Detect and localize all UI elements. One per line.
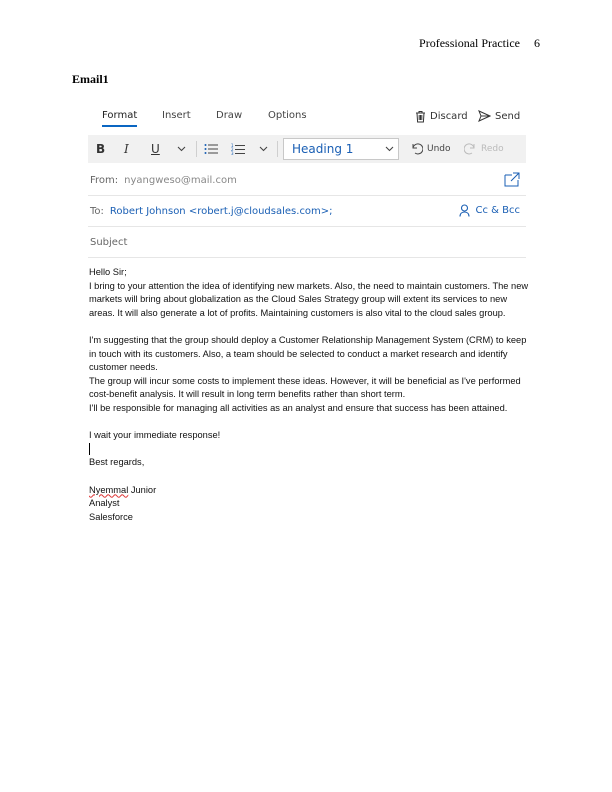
paragraph-3: The group will incur some costs to implement these ideas. However, it will be beneficial as I've performed cost-benefit analysis. It will result in long term benefits rather than short term. xyxy=(89,375,521,400)
svg-text:1: 1 xyxy=(231,142,234,148)
from-row xyxy=(88,165,526,196)
discard-label: Discard xyxy=(430,111,468,122)
to-row xyxy=(88,196,526,227)
blank-line xyxy=(89,320,529,334)
subject-input[interactable]: Subject xyxy=(90,236,128,248)
underline-button[interactable]: U xyxy=(151,142,160,156)
numbered-list-icon xyxy=(231,143,245,156)
cc-bcc-button[interactable]: Cc & Bcc xyxy=(475,205,520,216)
email-compose-screenshot xyxy=(88,104,526,258)
blank-line xyxy=(89,416,529,430)
signature-name xyxy=(89,484,529,498)
redo-icon xyxy=(464,143,477,155)
to-recipient[interactable]: Robert Johnson <robert.j@cloudsales.com>; xyxy=(109,205,333,217)
running-head-title: Professional Practice xyxy=(419,36,520,50)
to-label: To: xyxy=(90,205,104,217)
italic-button[interactable]: I xyxy=(124,142,129,156)
signature-title: Analyst xyxy=(89,498,120,509)
tab-draw[interactable]: Draw xyxy=(216,110,243,121)
undo-label: Undo xyxy=(427,144,451,154)
ribbon-tabs xyxy=(88,104,526,130)
list-options-button[interactable] xyxy=(259,135,268,163)
undo-button[interactable] xyxy=(410,135,451,163)
person-icon[interactable] xyxy=(459,204,470,217)
send-icon xyxy=(478,110,491,122)
blank-line xyxy=(89,470,529,484)
redo-button[interactable] xyxy=(464,135,504,163)
send-button[interactable] xyxy=(478,110,520,122)
trash-icon xyxy=(415,110,426,123)
popout-icon[interactable] xyxy=(504,172,520,187)
bullet-list-icon xyxy=(204,143,218,155)
paragraph-2: I'm suggesting that the group should deploy a Customer Relationship Management System (CRM) to keep in touch with its customers. Also, a team should be selected to conduct a market research and identify customer needs. xyxy=(89,334,527,373)
toolbar-divider xyxy=(196,141,197,157)
bullet-list-button[interactable] xyxy=(204,135,218,163)
section-heading: Email1 xyxy=(72,72,109,86)
tab-format[interactable]: Format xyxy=(102,110,138,121)
subject-row xyxy=(88,227,526,258)
svg-text:3: 3 xyxy=(231,150,234,156)
closing-line: I wait your immediate response! xyxy=(89,430,221,441)
discard-button[interactable] xyxy=(415,110,468,123)
from-address[interactable]: nyangweso@mail.com xyxy=(124,174,237,186)
signature-first-name: Nyemmal xyxy=(89,484,129,495)
paragraph-4: I'll be responsible for managing all activities as an analyst and ensure that success has been attained. xyxy=(89,402,508,413)
send-label: Send xyxy=(495,110,521,122)
paragraph-style-value: Heading 1 xyxy=(292,142,354,156)
page-number: 6 xyxy=(534,36,540,50)
paragraph-1: I bring to your attention the idea of identifying new markets. Also, the need to maintain customers. The new markets will bring about globalization as the Cloud Sales Strategy group will extent its services to new areas. It will also generate a lot of profits. Maintaining customers is also vital to the cloud sales group. xyxy=(89,280,529,318)
chevron-down-icon xyxy=(177,146,186,152)
greeting: Hello Sir; xyxy=(89,267,127,277)
text-cursor xyxy=(89,443,90,455)
paragraph-style-select[interactable] xyxy=(283,138,399,160)
undo-icon xyxy=(410,143,423,155)
running-head xyxy=(419,36,540,51)
email-body[interactable] xyxy=(89,266,529,524)
regards: Best regards, xyxy=(89,457,145,468)
from-label: From: xyxy=(90,174,119,186)
text-cursor-line xyxy=(89,443,529,457)
chevron-down-icon xyxy=(259,146,268,152)
toolbar-divider xyxy=(277,141,278,157)
tab-options[interactable]: Options xyxy=(268,110,307,121)
font-options-button[interactable] xyxy=(177,135,186,163)
redo-label: Redo xyxy=(481,144,504,154)
bold-button[interactable]: B xyxy=(96,142,106,156)
signature-last-name: Junior xyxy=(128,484,157,495)
format-toolbar xyxy=(88,135,526,163)
svg-text:2: 2 xyxy=(231,146,234,152)
numbered-list-button[interactable] xyxy=(231,135,245,163)
tab-insert[interactable]: Insert xyxy=(162,110,191,121)
chevron-down-icon xyxy=(385,143,394,155)
signature-company: Salesforce xyxy=(89,511,133,522)
